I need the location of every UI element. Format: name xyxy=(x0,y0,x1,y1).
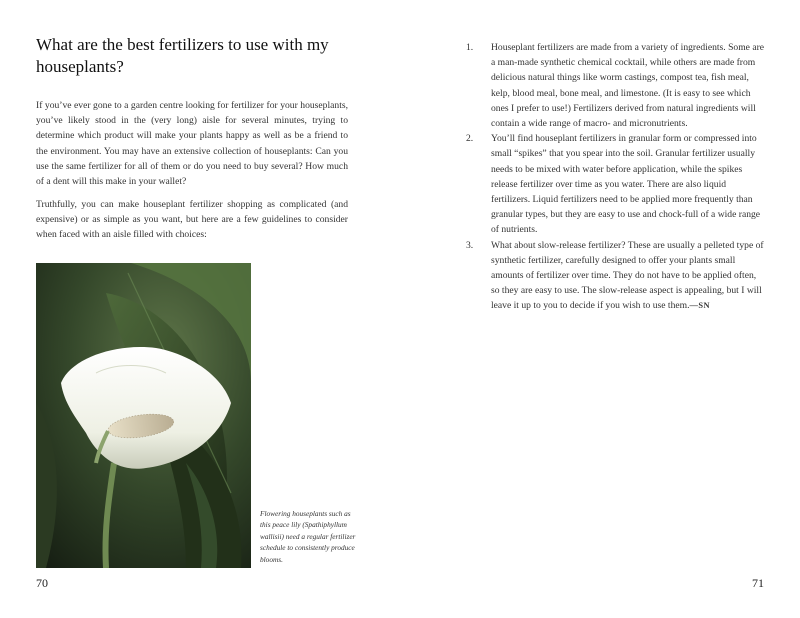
guidelines-list xyxy=(466,40,766,314)
list-item-number: 3. xyxy=(466,239,474,251)
list-item xyxy=(466,131,766,237)
peace-lily-photo xyxy=(36,263,251,568)
page-number-right: 71 xyxy=(752,576,764,590)
list-item-text: You’ll find houseplant fertilizers in granular form or compressed into small “spikes” that you spear into the soil. Granular fertilizer usually needs to be mixed with water before application, while the spikes release fertilizer over time as you water. There are also liquid fertilizers. Liquid fertilizers need to be applied more frequently than granular types, but they are easy to use and chock-full of a wide range of nutrients. xyxy=(491,133,761,236)
list-item-text: What about slow-release fertilizer? These are usually a pelleted type of synthetic fertilizer, carefully designed to offer your plants small amounts of fertilizer over time. They do not have to be applied often, so they are easy to use. The slow-release aspect is appealing, but I will leave it up to you to decide if you wish to use them. xyxy=(491,239,764,312)
list-item-number: 1. xyxy=(466,42,474,53)
intro-paragraph: If you’ve ever gone to a garden centre looking for fertilizer for your houseplants, you’ve likely stood in the (very long) aisle for several minutes, trying to determine which product will make your plants happy as well as be a friend to the environment. You may have an extensive collection of houseplants: Can you use the same fertilizer for all of them or do you need to buy several? How much of a dent will this make in your wallet? xyxy=(36,100,348,188)
list-item-text: Houseplant fertilizers are made from a variety of ingredients. Some are a man-made synthetic chemical cocktail, while others are made from delicious natural things like worm castings, compost tea, fish meal, kelp, blood meal, bone meal, and limestone. (It is easy to see which ones I prefer to use!) Fertilizers derived from natural ingredients will contain a wide range of macro- and micronutrients. xyxy=(491,42,765,130)
right-page xyxy=(400,0,800,618)
photo-caption: Flowering houseplants such as this peace lily (Spathiphyllum wallisii) need a regular fertilizer schedule to consistently produce blooms. xyxy=(260,509,356,564)
guidelines-paragraph: Truthfully, you can make houseplant fertilizer shopping as complicated (and expensive) or as simple as you want, but here are a few guidelines to consider when faced with an aisle filled with choices: xyxy=(36,199,348,241)
page-title: What are the best fertilizers to use with my houseplants? xyxy=(36,35,329,76)
page-number-left: 70 xyxy=(36,576,48,590)
author-signature: —SN xyxy=(689,301,711,311)
list-item-number: 2. xyxy=(466,133,474,145)
list-item xyxy=(466,238,766,314)
list-item xyxy=(466,40,766,131)
